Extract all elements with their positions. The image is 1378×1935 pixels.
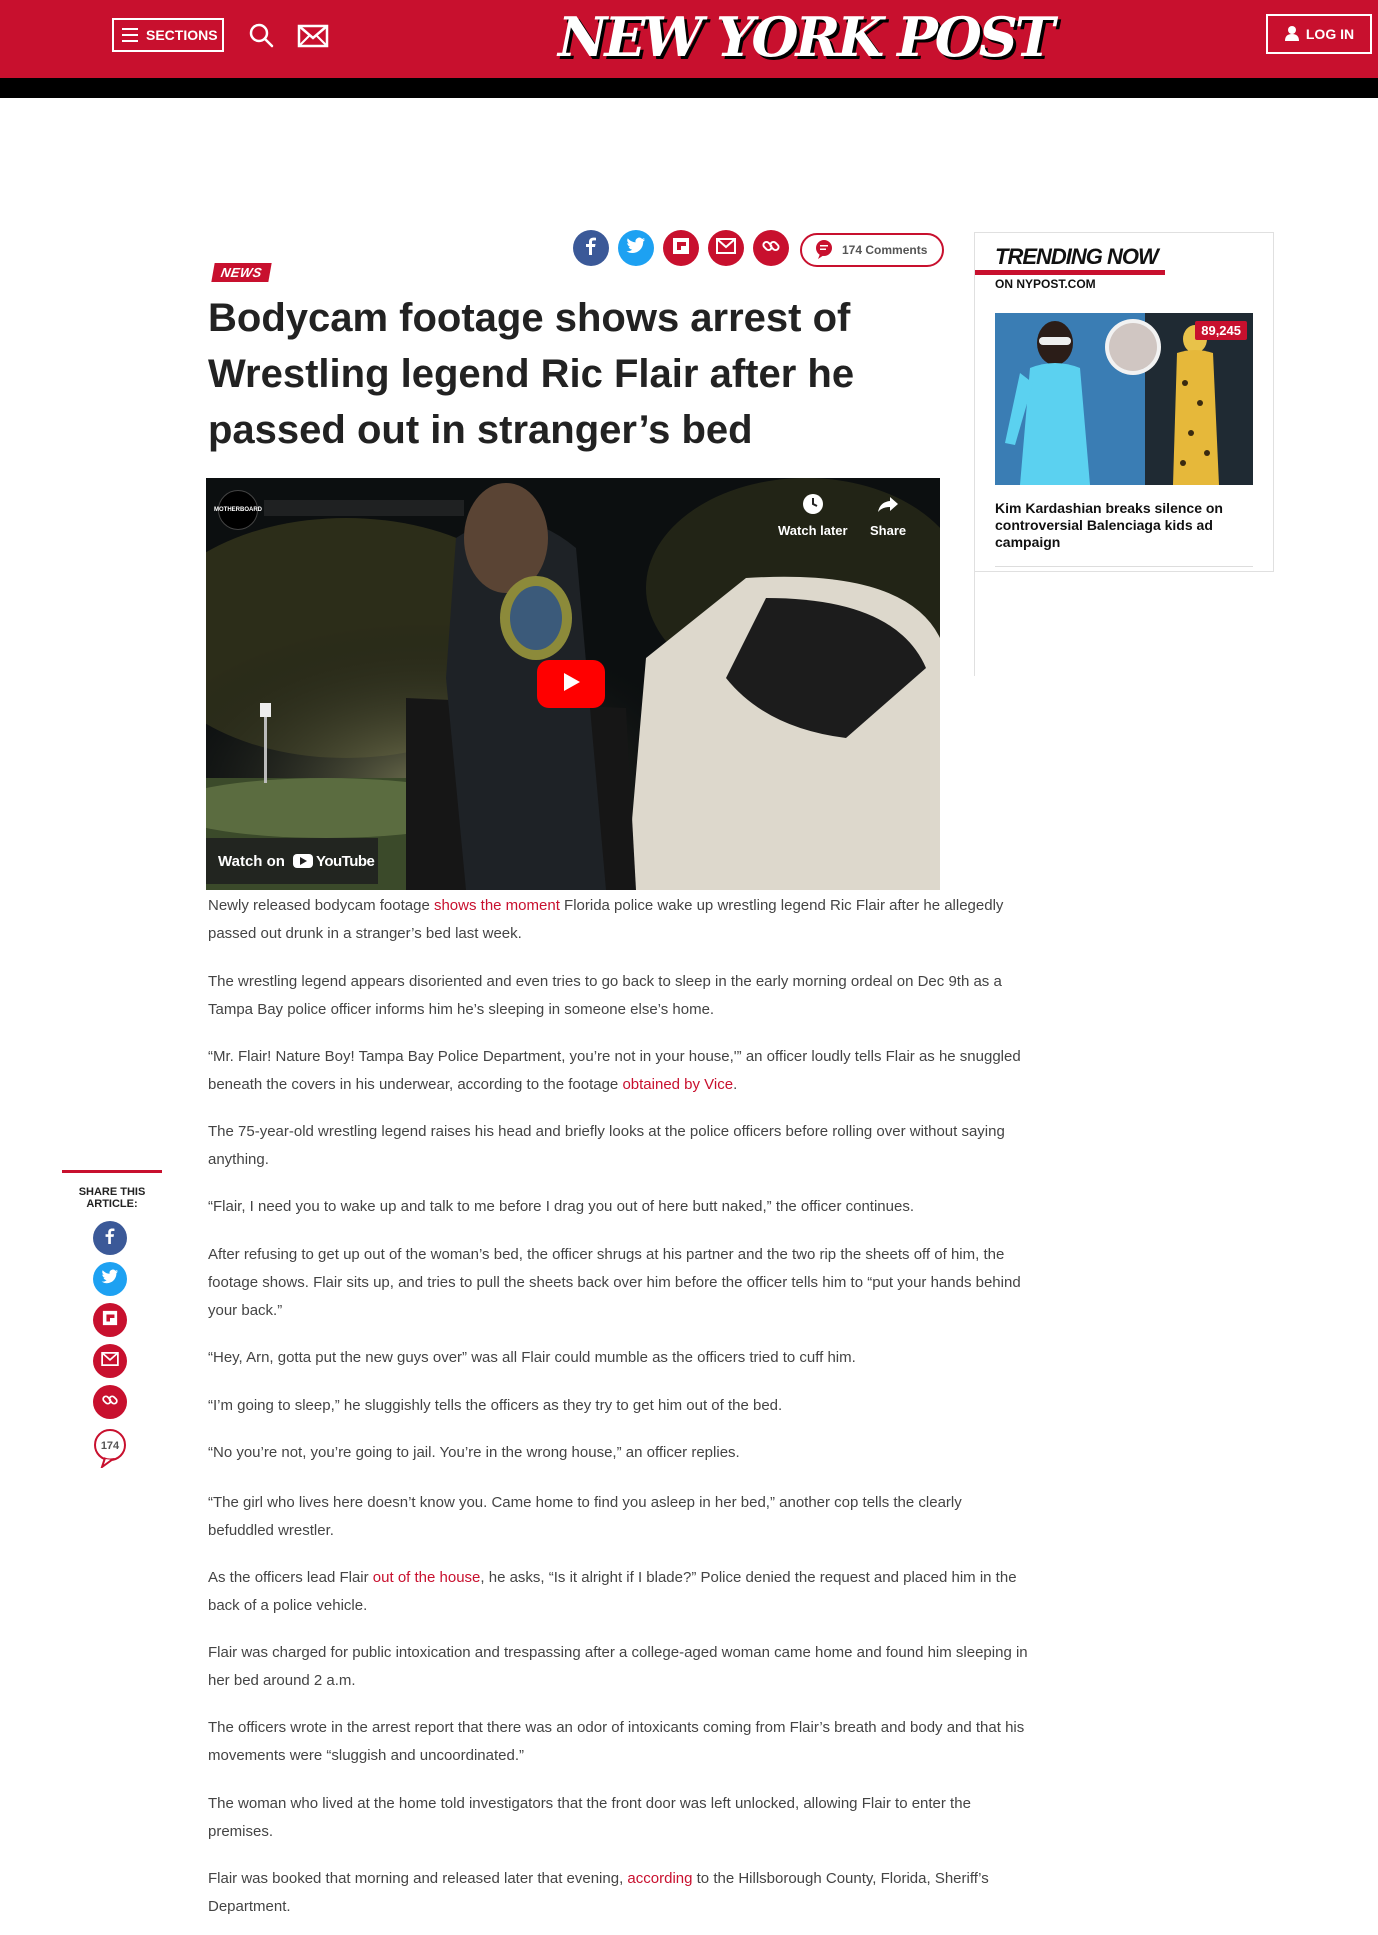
rail-comments-button[interactable]: [91, 1428, 129, 1468]
article-paragraph: “Hey, Arn, gotta put the new guys over” was all Flair could mumble as the officers tried to cuff him.: [208, 1349, 856, 1366]
clock-icon: [801, 492, 825, 519]
login-label: LOG IN: [1305, 26, 1355, 42]
trending-headline-link[interactable]: Kim Kardashian breaks silence on controversial Balenciaga kids ad campaign: [995, 500, 1223, 550]
share-rail-label: SHARE THIS ARTICLE:: [78, 1186, 146, 1210]
sections-label: SECTIONS: [146, 27, 218, 43]
comment-bubble-icon: [814, 239, 834, 262]
share-label: Share: [870, 523, 907, 538]
article-paragraph: After refusing to get up out of the woman’s bed, the officer shrugs at his partner and the two rip the sheets off of him, the footage shows. Flair sits up, and tries to pull the sheets back over him before the officer tells him to “put your hands behind your back.”: [208, 1246, 1021, 1319]
rail-link-button[interactable]: [93, 1385, 127, 1419]
link-icon: [101, 1391, 119, 1414]
video-title-bar: [264, 500, 464, 516]
facebook-icon: [102, 1228, 118, 1249]
play-button[interactable]: [537, 660, 605, 708]
inline-link[interactable]: shows the moment: [433, 897, 560, 914]
rail-email-button[interactable]: [93, 1344, 127, 1378]
trending-underline: [975, 270, 1165, 275]
play-icon: [560, 671, 582, 698]
watch-later-button[interactable]: [778, 492, 848, 538]
flipboard-icon: [102, 1310, 118, 1331]
comment-bubble-icon: [91, 1428, 129, 1468]
article-paragraph: The wrestling legend appears disoriented and even tries to go back to sleep in the early morning ordeal on Dec 9th as a Tampa Bay police officer informs him he’s sleeping in someone else’s home.: [208, 973, 1002, 1018]
trending-thumbnail[interactable]: [995, 313, 1253, 485]
login-button[interactable]: [1266, 14, 1372, 54]
rail-facebook-button[interactable]: [93, 1221, 127, 1255]
rail-comment-count: 174: [100, 1440, 120, 1452]
twitter-share-button[interactable]: [618, 230, 654, 266]
twitter-icon: [101, 1269, 119, 1290]
search-icon[interactable]: [244, 18, 280, 54]
header-rule: [0, 78, 1378, 98]
article-paragraph: Flair was charged for public intoxication and trespassing after a college-aged woman came home and found him sleeping in her bed around 2 a.m.: [208, 1644, 1028, 1689]
comments-label: 174 Comments: [842, 243, 928, 257]
email-icon: [101, 1352, 119, 1371]
trending-title: TRENDING NOW: [995, 244, 1158, 269]
rail-twitter-button[interactable]: [93, 1262, 127, 1296]
article-paragraph: Flair was booked that morning and released later that evening, according to the Hillsborough County, Florida, Sheriff’s Department.: [208, 1870, 989, 1915]
article-paragraph: “I’m going to sleep,” he sluggishly tells the officers as they try to get him out of the bed.: [208, 1397, 783, 1414]
flipboard-share-button[interactable]: [663, 230, 699, 266]
sections-button[interactable]: [112, 18, 224, 52]
user-icon: [1284, 25, 1300, 44]
facebook-share-button[interactable]: [573, 230, 609, 266]
article-paragraph: “Flair, I need you to wake up and talk to me before I drag you out of here butt naked,” the officer continues.: [208, 1198, 914, 1215]
rail-flipboard-button[interactable]: [93, 1303, 127, 1337]
trending-subtitle: ON NYPOST.COM: [995, 277, 1096, 291]
trending-divider: [995, 566, 1253, 567]
share-arrow-icon: [876, 492, 900, 519]
article-paragraph: “Mr. Flair! Nature Boy! Tampa Bay Police Department, you’re not in your house,'” an officer loudly tells Flair as he snuggled beneath the covers in his underwear, according to the footage obtained by Vice.: [208, 1048, 1021, 1093]
email-icon: [716, 238, 736, 259]
inline-link[interactable]: according: [627, 1870, 693, 1887]
menu-icon: [122, 28, 138, 42]
share-rail-rule: [62, 1170, 162, 1173]
twitter-icon: [626, 237, 646, 260]
link-icon: [761, 236, 781, 261]
watch-on-label: Watch on: [218, 852, 285, 870]
watch-later-label: Watch later: [778, 523, 848, 538]
site-logo[interactable]: NEW YORK POST: [558, 5, 1052, 69]
link-share-button[interactable]: [753, 230, 789, 266]
article-paragraph: As the officers lead Flair out of the house, he asks, “Is it alright if I blade?” Police denied the request and placed him in the back of a police vehicle.: [208, 1569, 1017, 1614]
article-paragraph: The woman who lived at the home told investigators that the front door was left unlocked, allowing Flair to enter the premises.: [208, 1795, 971, 1840]
flipboard-icon: [672, 237, 690, 260]
youtube-play-icon: [293, 854, 313, 868]
inline-link[interactable]: obtained by Vice: [622, 1076, 734, 1093]
watch-on-youtube-button[interactable]: [206, 838, 378, 884]
channel-avatar[interactable]: MOTHERBOARD: [218, 490, 258, 530]
email-share-button[interactable]: [708, 230, 744, 266]
youtube-label: YouTube: [315, 852, 375, 870]
article-paragraph: Newly released bodycam footage shows the moment Florida police wake up wrestling legend Ric Flair after he allegedly passed out drunk in a stranger’s bed last week.: [208, 897, 1004, 942]
video-share-button[interactable]: [870, 492, 906, 538]
trending-view-count: 89,245: [1195, 321, 1247, 340]
article-paragraph: The 75-year-old wrestling legend raises his head and briefly looks at the police officers before rolling over without saying anything.: [208, 1123, 1005, 1168]
video-player[interactable]: [206, 478, 940, 890]
facebook-icon: [582, 237, 600, 260]
article-headline: Bodycam footage shows arrest of Wrestling legend Ric Flair after he passed out in stranger’s bed: [208, 296, 855, 452]
mail-icon[interactable]: [295, 18, 331, 54]
article-paragraph: “No you’re not, you’re going to jail. You’re in the wrong house,” an officer replies.: [208, 1444, 740, 1461]
youtube-logo: [293, 853, 374, 870]
article-paragraph: The officers wrote in the arrest report that there was an odor of intoxicants coming from Flair’s breath and body and that his movements were “sluggish and uncoordinated.”: [208, 1719, 1025, 1764]
inline-link[interactable]: out of the house: [372, 1569, 481, 1586]
article-paragraph: “The girl who lives here doesn’t know you. Came home to find you asleep in her bed,” another cop tells the clearly befuddled wrestler.: [208, 1494, 962, 1539]
comments-button[interactable]: [800, 233, 944, 267]
section-kicker[interactable]: NEWS: [211, 263, 271, 282]
